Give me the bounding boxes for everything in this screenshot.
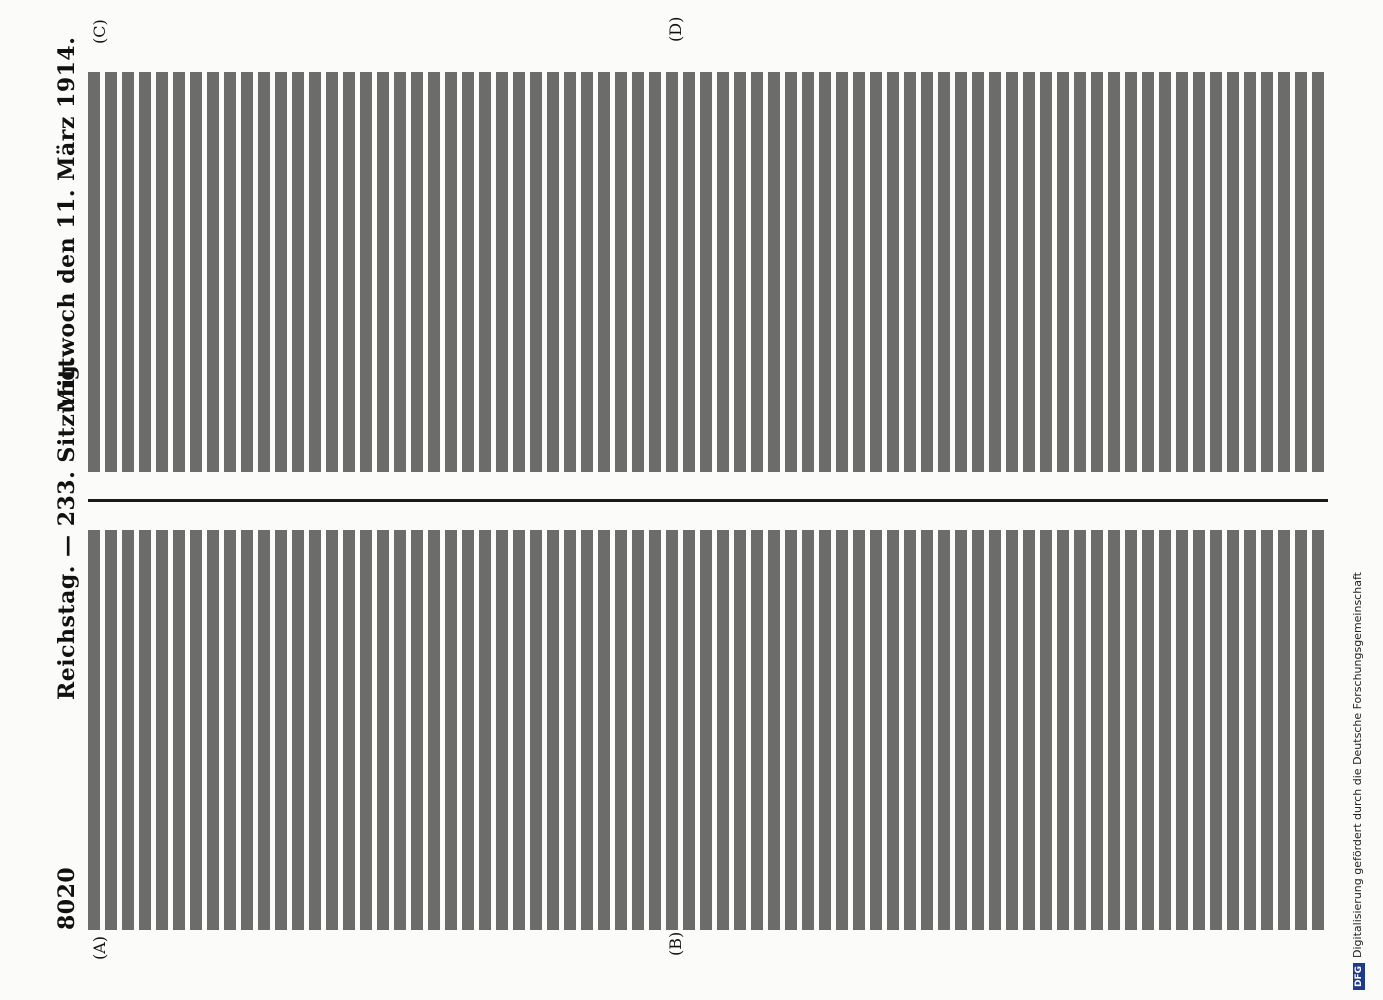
header-title: Reichstag. — 233. Sitzung. xyxy=(54,356,80,700)
margin-letter-b: (B) xyxy=(666,931,685,956)
dfg-logo: DFG xyxy=(1353,963,1365,990)
text-column-right xyxy=(88,72,1326,472)
margin-letter-d: (D) xyxy=(666,16,685,42)
column-divider xyxy=(88,499,1328,502)
margin-letter-c: (C) xyxy=(90,19,109,44)
text-column-left xyxy=(88,530,1326,930)
header-date: Mittwoch den 11. März 1914. xyxy=(54,36,80,412)
margin-letter-a: (A) xyxy=(90,935,109,960)
page-number: 8020 xyxy=(54,866,80,930)
credit-text: Digitalisierung gefördert durch die Deutsche Forschungsgemeinschaft xyxy=(1351,572,1364,958)
